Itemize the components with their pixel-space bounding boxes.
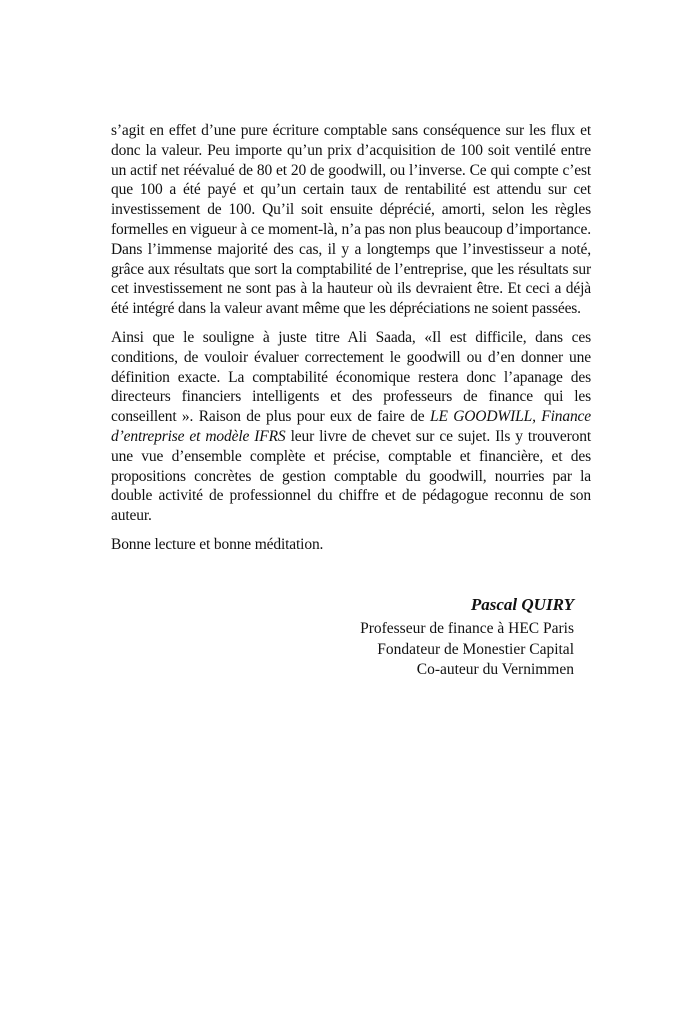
signature-title-3: Co-auteur du Vernimmen	[416, 661, 574, 678]
paragraph-closing: Bonne lecture et bonne méditation.	[111, 535, 324, 553]
paragraph-goodwill-accounting: s’agit en effet d’une pure écriture comptable sans conséquence sur les flux et donc la valeur. Peu importe qu’un prix d’acquisition de 100 soit ventilé entre un actif net réévalué de 80 et 20 de goodwill, ou l’inverse. Ce qui compte c’est que 100 a été payé et qu’un certain taux de rentabilité est attendu sur cet investissement de 100. Qu’il soit ensuite déprécié, amorti, selon les règles formelles en vigueur à ce moment-là, n’a pas non plus beaucoup d’importance. Dans l’immense majorité des cas, il y a longtemps que l’investisseur a noté, grâce aux résultats que sort la comptabilité de l’entreprise, que les résultats sur cet investissement ne sont pas à la hauteur où ils devraient être. Et ceci a déjà été intégré dans la valeur avant même que les dépréciations ne soient passées.	[111, 122, 591, 318]
paragraph-text-after-title: leur livre de chevet sur ce sujet. Ils y trouveront une vue d’ensemble complète et précise, comptable et financière, et des propositions concrètes de gestion comptable du goodwill, nourries par la double activité de professionnel du chiffre et de pédagogue reconnu de son auteur.	[111, 427, 591, 525]
signature-block	[111, 593, 591, 681]
document-body	[111, 121, 591, 564]
signature-title-1: Professeur de finance à HEC Paris	[360, 620, 574, 637]
book-title: LE GOODWILL, Finance d’entreprise et modèle IFRS	[111, 408, 591, 445]
signature-title-2: Fondateur de Monestier Capital	[377, 640, 574, 658]
signature-name: Pascal QUIRY	[470, 595, 574, 614]
paragraph-text-before-title: Ainsi que le souligne à juste titre Ali Saada, «Il est difficile, dans ces conditions, de vouloir évaluer correctement le goodwill ou d’en donner une définition exacte. La comptabilité économique restera donc l’apanage des directeurs financiers intelligents et des professeurs de finance qui les conseillent ». Raison de plus pour eux de faire de	[111, 328, 591, 426]
paragraph-book-recommendation	[111, 328, 591, 526]
